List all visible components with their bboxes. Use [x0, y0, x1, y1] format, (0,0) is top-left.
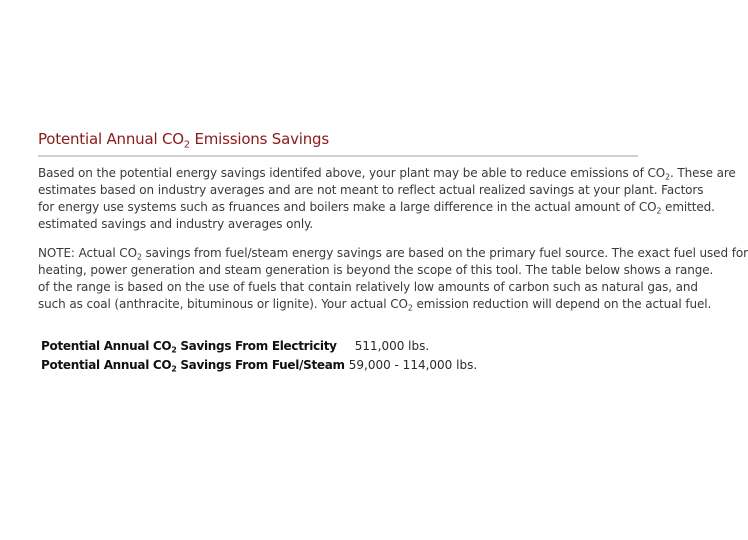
note-line-1: [38, 245, 748, 262]
note-line-1-subscript: 2: [136, 252, 142, 262]
label-text: Potential Annual CO: [41, 339, 172, 353]
intro-paragraph: [38, 165, 736, 233]
label-subscript: 2: [171, 345, 177, 355]
label-text-end: Savings From Electricity: [176, 339, 337, 353]
savings-table: [41, 337, 477, 375]
section-title-text: Potential Annual CO: [38, 130, 184, 148]
section-title-subscript: 2: [183, 139, 190, 151]
intro-line-2: estimates based on industry averages and are not meant to reflect actual realized savings at your plant. Factors: [38, 183, 704, 197]
intro-line-1-subscript: 2: [665, 172, 670, 182]
note-line-1-text: NOTE: Actual CO: [38, 246, 137, 260]
note-line-4-text: such as coal (anthracite, bituminous or lignite). Your actual CO: [38, 297, 408, 311]
table-row: [41, 337, 477, 356]
note-line-4-text-end: emission reduction will depend on the actual fuel.: [412, 297, 712, 311]
note-line-4: [38, 296, 712, 313]
section-title-text-end: Emissions Savings: [189, 130, 329, 148]
note-line-1-text-end: savings from fuel/steam energy savings are based on the primary fuel source. The exact fuel used for: [141, 246, 748, 260]
label-text: Potential Annual CO: [41, 358, 172, 372]
intro-line-3-text: for energy use systems such as fruances and boilers make a large difference in the actual amount of CO: [38, 200, 657, 214]
section-title: [38, 128, 630, 150]
intro-line-1-text-end: . These are: [670, 166, 736, 180]
emissions-savings-section: [38, 128, 748, 375]
intro-line-1-text: Based on the potential energy savings identifed above, your plant may be able to reduce emissions of CO: [38, 166, 666, 180]
note-line-3: of the range is based on the use of fuels that contain relatively low amounts of carbon such as natural gas, and: [38, 280, 698, 294]
electricity-savings-value: 511,000 lbs.: [354, 339, 430, 353]
electricity-savings-label: [41, 337, 349, 356]
fuel-steam-savings-label: [41, 356, 349, 375]
fuel-steam-savings-value: 59,000 - 114,000 lbs.: [348, 358, 478, 372]
intro-line-3-subscript: 2: [656, 206, 662, 216]
table-row: [41, 356, 477, 375]
label-subscript: 2: [171, 364, 177, 374]
intro-line-3: [38, 199, 715, 216]
note-paragraph: [38, 245, 748, 313]
label-text-end: Savings From Fuel/Steam: [176, 358, 345, 372]
note-line-4-subscript: 2: [407, 303, 413, 313]
paragraph-spacer: [38, 233, 630, 245]
intro-line-1: [38, 165, 736, 182]
title-divider: [38, 155, 638, 157]
intro-line-3-text-end: emitted.: [661, 200, 715, 214]
intro-line-4: estimated savings and industry averages only.: [38, 217, 314, 231]
note-line-2: heating, power generation and steam generation is beyond the scope of this tool. The table below shows a range.: [38, 263, 714, 277]
